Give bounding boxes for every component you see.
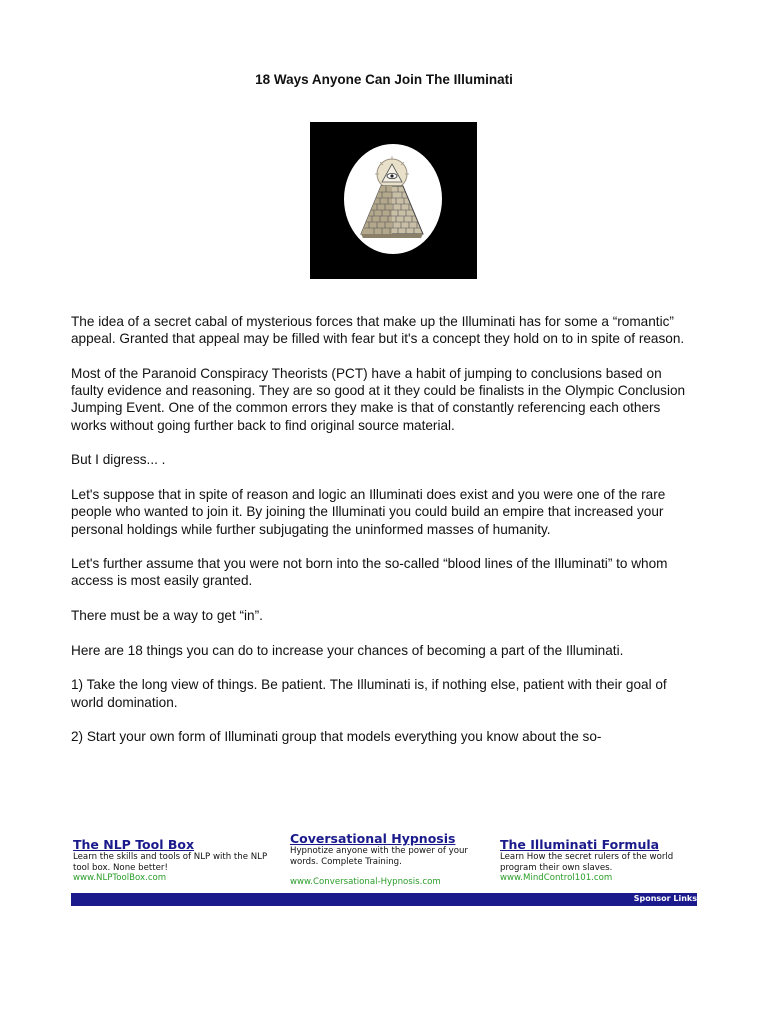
paragraph: The idea of a secret cabal of mysterious forces that make up the Illuminati has for some a “romantic” appeal. Granted that appeal may be filled with fear but it's a concept they hold on to in spite of reason. (71, 314, 685, 347)
ad-url-link[interactable]: www.Conversational-Hypnosis.com (290, 877, 441, 887)
document-title: 18 Ways Anyone Can Join The Illuminati (255, 72, 513, 87)
ad-description: Hypnotize anyone with the power of your words. Complete Training. (290, 846, 468, 867)
paragraph: There must be a way to get “in”. (71, 608, 263, 624)
ad-illuminati-formula (500, 837, 700, 884)
ad-url-link[interactable]: www.MindControl101.com (500, 873, 613, 883)
paragraph: 2) Start your own form of Illuminati group that models everything you know about the so- (71, 729, 602, 745)
pyramid-eye-icon (310, 122, 477, 279)
paragraph: Let's further assume that you were not born into the so-called “blood lines of the Illuminati” to whom access is most easily granted. (71, 556, 668, 589)
document-body (71, 313, 691, 763)
ad-url-link[interactable]: www.NLPToolBox.com (73, 873, 167, 883)
illuminati-image (310, 122, 477, 279)
sponsor-links-label[interactable]: Sponsor Links (633, 894, 697, 903)
ad-title-link[interactable]: The Illuminati Formula (500, 837, 660, 852)
paragraph: 1) Take the long view of things. Be patient. The Illuminati is, if nothing else, patient with their goal of world domination. (71, 677, 667, 710)
ad-title-link[interactable]: Coversational Hypnosis (290, 831, 456, 846)
ad-description: Learn How the secret rulers of the world program their own slaves. (500, 852, 674, 873)
ad-nlp-toolbox (73, 837, 283, 884)
sponsor-ads (71, 830, 697, 906)
paragraph: Here are 18 things you can do to increase your chances of becoming a part of the Illuminati. (71, 642, 624, 658)
paragraph: Let's suppose that in spite of reason and logic an Illuminati does exist and you were one of the rare people who wanted to join it. By joining the Illuminati you could build an empire that increased your personal holdings while further subjugating the uninformed masses of humanity. (71, 486, 666, 537)
paragraph: Most of the Paranoid Conspiracy Theorists (PCT) have a habit of jumping to conclusions based on faulty evidence and reasoning. They are so good at it they could be finalists in the Olympic Conclusion Jumping Event. One of the common errors they make is that of constantly referencing each others works without going further back to find original source material. (71, 365, 686, 433)
sponsor-bar (71, 893, 697, 906)
ad-description: Learn the skills and tools of NLP with the NLP tool box. None better! (73, 852, 268, 873)
ad-conversational-hypnosis (290, 831, 480, 888)
ad-title-link[interactable]: The NLP Tool Box (73, 837, 195, 852)
paragraph: But I digress... . (71, 452, 166, 468)
